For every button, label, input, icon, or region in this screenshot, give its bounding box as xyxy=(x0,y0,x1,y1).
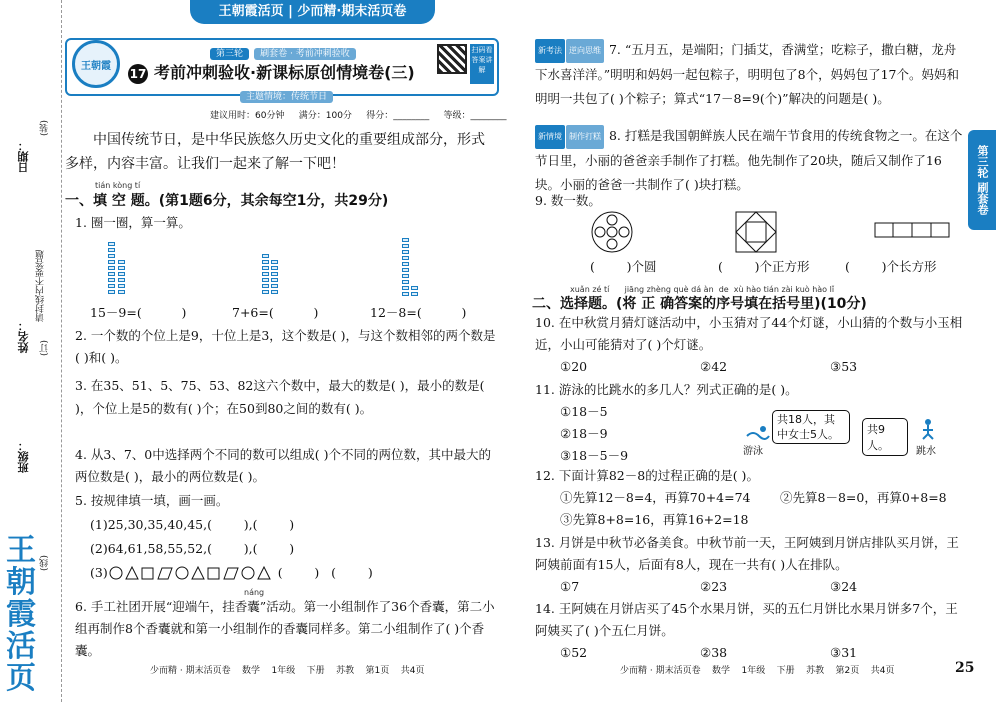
q12-text: 12. 下面计算82－8的过程正确的是( )。 xyxy=(535,468,759,483)
q5-line1: (1)25,30,35,40,45,( ),( ) xyxy=(90,517,295,532)
cube-stacks-7-6 xyxy=(262,254,282,298)
q13-opt2[interactable]: ②23 xyxy=(700,579,728,594)
q1-eq3: 12－8=( ) xyxy=(370,305,467,320)
q9-answer-b: ( )个正方形 xyxy=(718,259,810,274)
paper-title xyxy=(128,60,415,84)
swim-speech-bubble: 共18人，其中女士5人。 xyxy=(772,410,850,444)
section1-pinyin: tián kòng tí xyxy=(95,181,141,190)
q6-pinyin: náng xyxy=(244,588,265,597)
round-side-tab: 第三轮 刷套卷 xyxy=(968,130,996,230)
q9-answer-a: ( )个圆 xyxy=(590,259,657,274)
paper-title-text: 考前冲刺验收·新课标原创情境卷(三) xyxy=(154,63,415,82)
q14-opt3[interactable]: ③31 xyxy=(830,645,858,660)
q1-eq2: 7+6=( ) xyxy=(232,305,319,320)
q10-text: 10. 在中秋赏月猜灯谜活动中，小玉猜对了44个灯谜，小山猜的个数与小玉相近，小山可能猜对了( )个灯谜。 xyxy=(535,315,963,352)
q12-opt2[interactable]: ②先算8－8=0，再算0+8=8 xyxy=(780,490,947,505)
q9-rectangles-figure xyxy=(874,222,950,238)
q8-text: 8. 打糕是我国朝鲜族人民在端午节食用的传统食物之一。在这个节日里，小丽的爸爸亲手制作了打糕。他先制作了20块，随后又制作了16块。小丽的爸爸一共制作了( )块打糕。 xyxy=(535,128,963,192)
subtitle-pill: 刷套卷 · 考前冲刺验收 xyxy=(254,48,356,60)
q6-text: 6. 手工社团开展“迎端午，挂香囊”活动。第一小组制作了36个香囊，第二小组再制作8个香囊就和第一小组制作的香囊同样多。第二小组制作了( )个香囊。 xyxy=(75,599,495,658)
q9-circles-figure xyxy=(590,210,634,254)
q7-text: 7. “五月五，是端阳；门插艾，香满堂；吃粽子，撒白糖，龙舟下水喜洋洋。”明明和妈妈一起包粽子，明明包了8个，妈妈包了17个。妈妈和明明一共包了( )个粽子；算式“17－8=9(个)”解决的问题是( )。 xyxy=(535,42,960,106)
footer-left: 少而精 · 期末活页卷 数学 1年级 下册 苏教 第1页 共4页 xyxy=(150,666,425,676)
q5-line2: (2)64,61,58,55,52,( ),( ) xyxy=(90,541,295,556)
brand-logo: 王朝霞活页 xyxy=(6,533,36,696)
q5-text: 5. 按规律填一填，画一画。 xyxy=(75,493,229,508)
q14-text: 14. 王阿姨在月饼店买了45个水果月饼，买的五仁月饼比水果月饼多7个，王阿姨买了( )个五仁月饼。 xyxy=(535,601,958,638)
q5-line3-prefix: (3) xyxy=(90,565,108,580)
cube-stacks-15 xyxy=(108,238,138,298)
dive-label: 跳水 xyxy=(916,446,936,457)
q9-text: 9. 数一数。 xyxy=(535,193,601,208)
q10-opt2[interactable]: ②42 xyxy=(700,359,728,374)
q11-opt1[interactable]: ①18－5 xyxy=(560,404,608,419)
q11-opt3[interactable]: ③18－5－9 xyxy=(560,448,629,463)
page-number: 25 xyxy=(955,660,975,676)
section2-title: 二、选择题。(将 正 确答案的序号填在括号里)(10分) xyxy=(532,296,867,312)
theme-pill: 主题情境：传统节日 xyxy=(240,91,333,103)
q14-opt1[interactable]: ①52 xyxy=(560,645,588,660)
seal-mark-1: (装) xyxy=(40,120,50,137)
round-pill: 第三轮 xyxy=(210,48,249,60)
q1-text: 1. 圈一圈，算一算。 xyxy=(75,215,191,230)
intro-text: 中国传统节日，是中华民族悠久历史文化的重要组成部分，形式多样，内容丰富。让我们一起来了解一下吧！ xyxy=(65,132,485,172)
q1-eq1: 15－9=( ) xyxy=(90,305,187,320)
seal-mark-2: (订) xyxy=(40,340,50,357)
class-label: 班级： xyxy=(17,440,30,473)
q9-answer-c: ( )个长方形 xyxy=(845,259,937,274)
q8-tag1: 新情境 xyxy=(535,125,565,149)
binding-sidebar xyxy=(0,0,62,702)
section2-pinyin: xuǎn zé tí jiāng zhèng què dá àn de xù hào tián zài kuò hào lǐ xyxy=(570,285,835,294)
q11-opt2[interactable]: ②18－9 xyxy=(560,426,608,441)
diver-icon xyxy=(918,418,938,440)
date-label: 日期： xyxy=(17,140,30,173)
q8-block xyxy=(535,124,965,197)
q5-line3 xyxy=(90,562,373,584)
brand-seal-logo: 王朝霞 xyxy=(72,40,120,88)
q11-text: 11. 游泳的比跳水的多几人？列式正确的是( )。 xyxy=(535,382,798,397)
swimmer-icon xyxy=(745,424,771,440)
q2-text: 2. 一个数的个位上是9，十位上是3，这个数是( )，与这个数相邻的两个数是( )和( )。 xyxy=(75,328,496,365)
q12-opt1[interactable]: ①先算12－8=4，再算70+4=74 xyxy=(560,490,751,505)
cube-stacks-12 xyxy=(402,238,422,298)
seal-note: 请封线内不要答题 xyxy=(36,250,46,322)
q7-block xyxy=(535,38,965,111)
q12-opt3[interactable]: ③先算8+8=16，再算16+2=18 xyxy=(560,512,749,527)
seal-mark-3: (线) xyxy=(40,555,50,572)
q7-tag2: 逆向思维 xyxy=(566,39,604,63)
q4-text: 4. 从3、7、0中选择两个不同的数可以组成( )个不同的两位数，其中最大的两位数是( )，最小的两位数是( )。 xyxy=(75,447,491,484)
qr-caption: 扫码看答案讲解 xyxy=(470,44,494,84)
paper-number: 17 xyxy=(128,64,148,84)
footer-right: 少而精 · 期末活页卷 数学 1年级 下册 苏教 第2页 共4页 xyxy=(620,666,895,676)
q8-tag2: 制作打糕 xyxy=(566,125,604,149)
q7-tag1: 新考法 xyxy=(535,39,565,63)
q13-opt3[interactable]: ③24 xyxy=(830,579,858,594)
q14-opt2[interactable]: ②38 xyxy=(700,645,728,660)
q10-opt1[interactable]: ①20 xyxy=(560,359,588,374)
q9-squares-figure xyxy=(734,210,778,254)
top-banner: 王朝霞活页 | 少而精·期末活页卷 xyxy=(190,0,435,24)
q5-line3-blanks: ( ) ( ) xyxy=(277,565,373,580)
header-subtitle-row xyxy=(210,41,356,60)
q13-opt1[interactable]: ①7 xyxy=(560,579,580,594)
exam-meta: 建议用时：60分钟 满分：100分 得分：________ 等级：________ xyxy=(210,111,507,121)
q10-opt3[interactable]: ③53 xyxy=(830,359,858,374)
shape-pattern xyxy=(108,565,278,581)
q3-text: 3. 在35、51、5、75、53、82这六个数中，最大的数是( )，最小的数是( )，个位上是5的数有( )个；在50到80之间的数有( )。 xyxy=(75,378,485,416)
dive-speech-bubble: 共9人。 xyxy=(862,418,908,456)
swim-label: 游泳 xyxy=(743,446,763,457)
name-label: 姓名： xyxy=(17,320,30,353)
section1-title: 一、填 空 题。(第1题6分，其余每空1分，共29分) xyxy=(65,193,389,209)
q13-text: 13. 月饼是中秋节必备美食。中秋节前一天，王阿姨到月饼店排队买月饼，王阿姨前面有15人，后面有8人，现在一共有( )人在排队。 xyxy=(535,535,959,572)
qr-code[interactable] xyxy=(437,44,467,74)
